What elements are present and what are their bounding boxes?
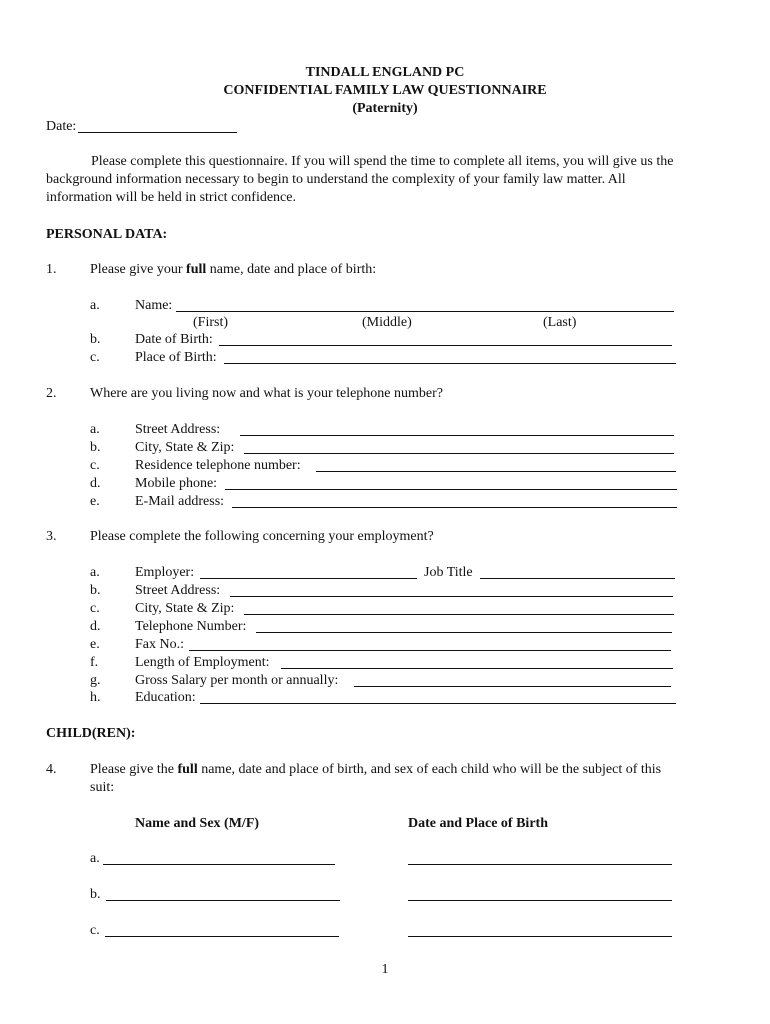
question-2-number: 2. <box>46 386 57 401</box>
employer-city-field[interactable] <box>244 614 674 615</box>
personal-data-heading: PERSONAL DATA: <box>46 227 168 242</box>
q2-item-label: City, State & Zip: <box>135 440 235 455</box>
q3-item-label: Education: <box>135 690 196 705</box>
q1-item-label: Place of Birth: <box>135 350 217 365</box>
question-1-text <box>90 262 376 278</box>
q3-item-label: Telephone Number: <box>135 619 247 634</box>
date-field[interactable] <box>78 132 237 133</box>
q2-item-label: E-Mail address: <box>135 494 225 509</box>
city-state-zip-field[interactable] <box>244 453 674 454</box>
question-3-number: 3. <box>46 529 57 544</box>
children-col-name-header: Name and Sex (M/F) <box>135 816 260 831</box>
question-1-number: 1. <box>46 262 57 277</box>
name-first-hint: (First) <box>193 315 228 330</box>
name-field[interactable] <box>176 311 674 312</box>
q3-item-letter: f. <box>90 655 99 670</box>
question-4-post: name, date and place of birth, and sex of each child who will be the subject of this suit: <box>90 762 662 795</box>
q3-item-letter: c. <box>90 601 100 616</box>
q2-item-label: Mobile phone: <box>135 476 218 491</box>
place-of-birth-field[interactable] <box>224 363 676 364</box>
child-b-name-field[interactable] <box>106 900 340 901</box>
child-row-letter: a. <box>90 851 100 866</box>
mobile-phone-field[interactable] <box>225 489 677 490</box>
q2-item-letter: c. <box>90 458 100 473</box>
name-last-hint: (Last) <box>543 315 577 330</box>
child-row-letter: c. <box>90 923 100 938</box>
date-of-birth-field[interactable] <box>219 345 672 346</box>
education-field[interactable] <box>200 703 676 704</box>
children-col-birth-header: Date and Place of Birth <box>408 816 548 831</box>
q3-item-letter: e. <box>90 637 100 652</box>
child-a-birth-field[interactable] <box>408 864 672 865</box>
residence-phone-field[interactable] <box>316 471 676 472</box>
page-number: 1 <box>381 962 389 977</box>
q1-item-label: Date of Birth: <box>135 332 213 347</box>
employer-phone-field[interactable] <box>256 632 672 633</box>
child-b-birth-field[interactable] <box>408 900 672 901</box>
q3-item-letter: a. <box>90 565 100 580</box>
question-1-bold: full <box>186 262 207 277</box>
q2-item-letter: d. <box>90 476 101 491</box>
q3-item-letter: g. <box>90 673 101 688</box>
question-4-bold: full <box>177 762 198 777</box>
question-4-number: 4. <box>46 762 57 777</box>
gross-salary-field[interactable] <box>354 686 671 687</box>
question-4-pre: Please give the <box>90 762 178 777</box>
question-2-text: Where are you living now and what is your telephone number? <box>90 386 444 401</box>
job-title-label: Job Title <box>424 565 473 580</box>
q2-item-label: Street Address: <box>135 422 221 437</box>
child-c-birth-field[interactable] <box>408 936 672 937</box>
question-3-text: Please complete the following concerning your employment? <box>90 529 434 544</box>
employment-length-field[interactable] <box>281 668 673 669</box>
question-1-pre: Please give your <box>90 262 187 277</box>
email-field[interactable] <box>232 507 677 508</box>
firm-name: TINDALL ENGLAND PC <box>305 65 465 80</box>
employer-field[interactable] <box>200 578 417 579</box>
question-1-post: name, date and place of birth: <box>206 262 377 277</box>
child-a-name-field[interactable] <box>103 864 335 865</box>
q2-item-label: Residence telephone number: <box>135 458 301 473</box>
q3-item-label: City, State & Zip: <box>135 601 235 616</box>
date-label: Date: <box>46 119 77 134</box>
q3-item-label: Fax No.: <box>135 637 184 652</box>
q2-item-letter: a. <box>90 422 100 437</box>
q3-item-letter: d. <box>90 619 101 634</box>
q2-item-letter: b. <box>90 440 101 455</box>
child-row-letter: b. <box>90 887 101 902</box>
q3-item-letter: h. <box>90 690 101 705</box>
document-title: CONFIDENTIAL FAMILY LAW QUESTIONNAIRE <box>223 83 547 98</box>
question-4-text <box>90 761 680 797</box>
q1-item-label: Name: <box>135 298 173 313</box>
q1-item-letter: c. <box>90 350 100 365</box>
q2-item-letter: e. <box>90 494 100 509</box>
child-c-name-field[interactable] <box>105 936 339 937</box>
job-title-field[interactable] <box>480 578 675 579</box>
document-subtitle: (Paternity) <box>352 101 418 116</box>
q1-item-letter: b. <box>90 332 101 347</box>
employer-street-field[interactable] <box>230 596 673 597</box>
name-middle-hint: (Middle) <box>362 315 412 330</box>
intro-paragraph: Please complete this questionnaire. If you will spend the time to complete all items, you will give us the background information necessary to begin to understand the complexity of your family law matter. All information will be held in strict confidence. <box>46 154 674 205</box>
street-address-field[interactable] <box>240 435 674 436</box>
q3-item-label: Street Address: <box>135 583 221 598</box>
children-heading: CHILD(REN): <box>46 726 136 741</box>
q3-item-label: Length of Employment: <box>135 655 270 670</box>
q1-item-letter: a. <box>90 298 100 313</box>
q3-item-label: Gross Salary per month or annually: <box>135 673 339 688</box>
q3-item-label: Employer: <box>135 565 195 580</box>
q3-item-letter: b. <box>90 583 101 598</box>
fax-field[interactable] <box>189 650 671 651</box>
